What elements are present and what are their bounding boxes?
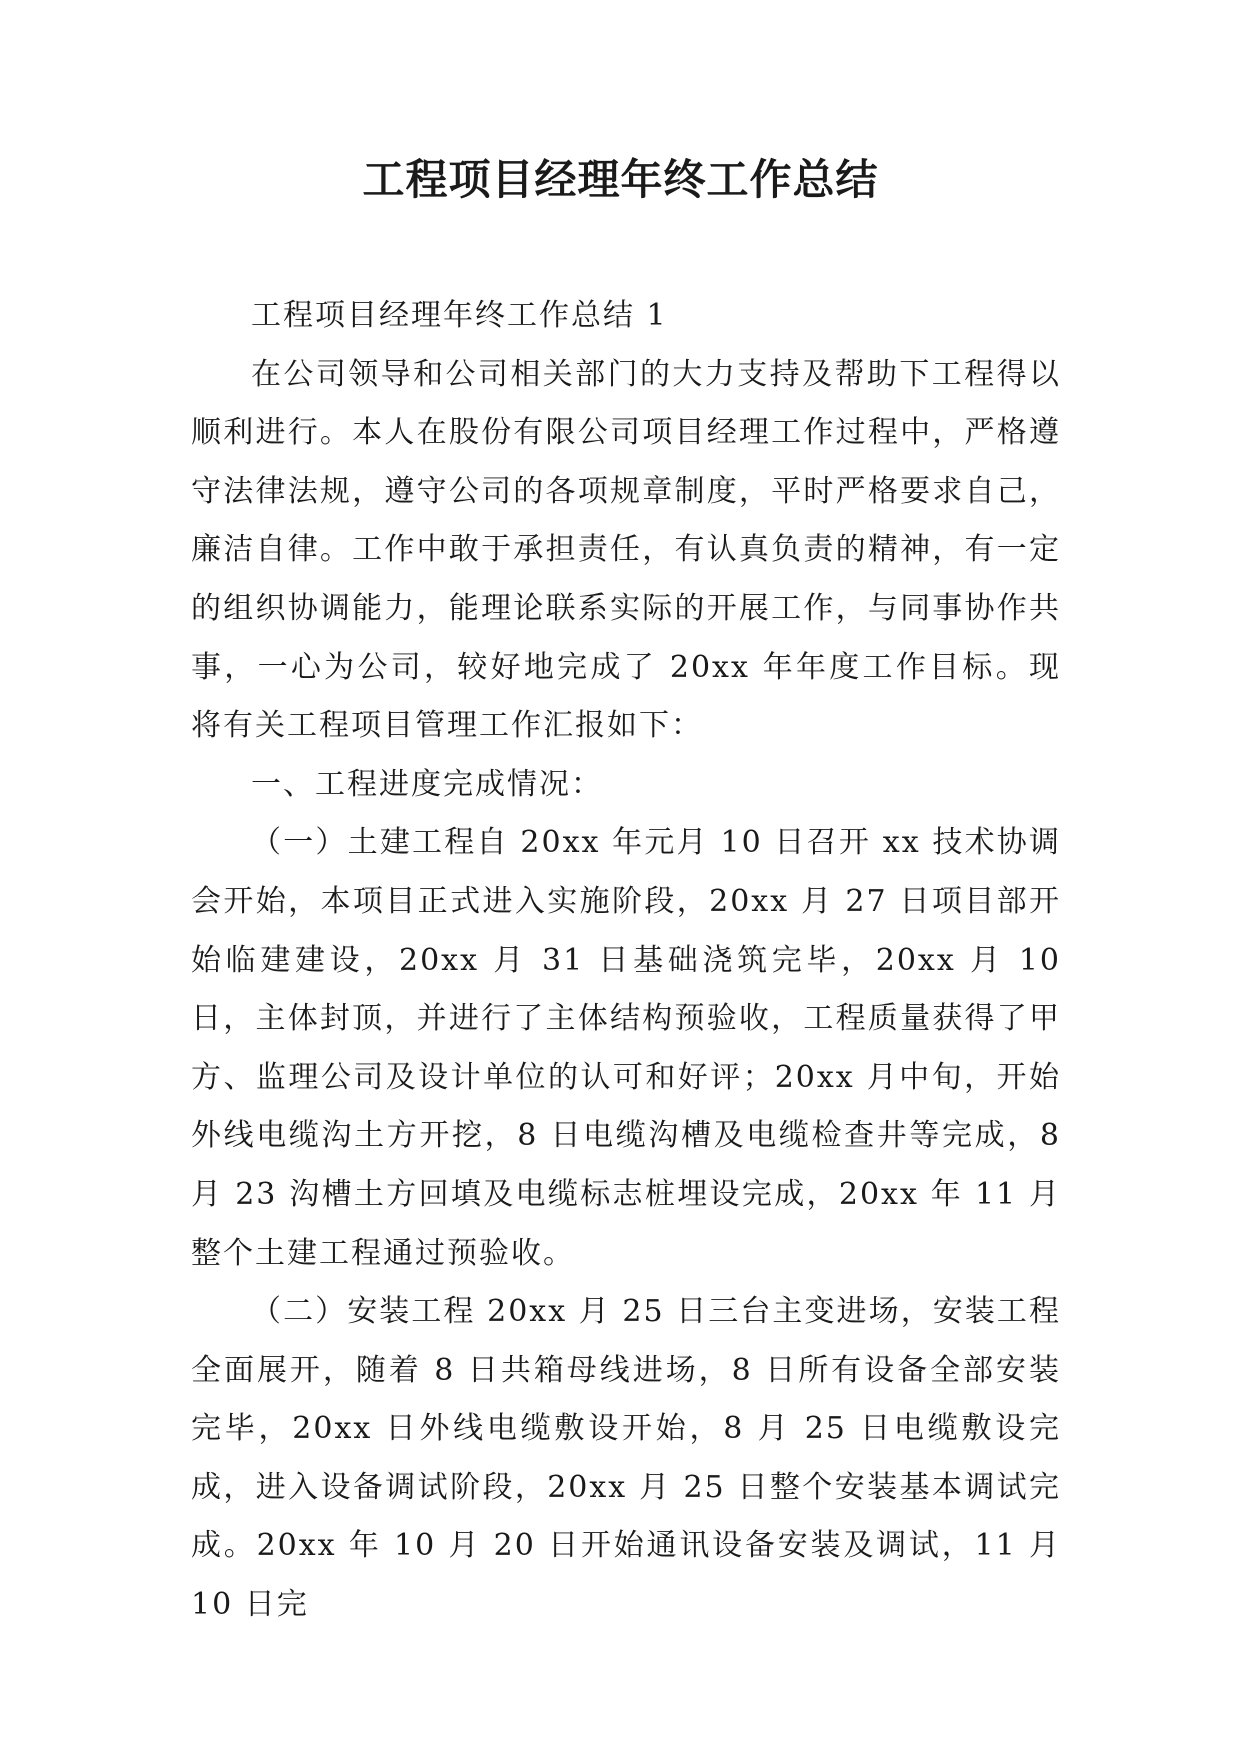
document-body [191, 287, 1061, 1635]
document-title: 工程项目经理年终工作总结 [362, 155, 879, 204]
intro-paragraph: 在公司领导和公司相关部门的大力支持及帮助下工程得以顺利进行。本人在股份有限公司项目经理工作过程中，严格遵守法律法规，遵守公司的各项规章制度，平时严格要求自己，廉洁自律。工作中敢于承担责任，有认真负责的精神，有一定的组织协调能力，能理论联系实际的开展工作，与同事协作共事，一心为公司，较好地完成了 20xx 年年度工作目标。现将有关工程项目管理工作汇报如下： [191, 356, 1061, 744]
section-heading: 工程项目经理年终工作总结 1 [251, 298, 668, 333]
civil-works-paragraph: （一）土建工程自 20xx 年元月 10 日召开 xx 技术协调会开始，本项目正式进入实施阶段，20xx 月 27 日项目部开始临建建设，20xx 月 31 日基础浇筑完毕，20xx 月 10 日，主体封顶，并进行了主体结构预验收，工程质量获得了甲方、监理公司及设计单位的认可和好评；20xx 月中旬，开始外线电缆沟土方开挖，8 日电缆沟槽及电缆检查井等完成，8 月 23 沟槽土方回填及电缆标志桩埋设完成，20xx 年 11 月整个土建工程通过预验收。 [191, 825, 1061, 1271]
installation-paragraph: （二）安装工程 20xx 月 25 日三台主变进场，安装工程全面展开，随着 8 日共箱母线进场，8 日所有设备全部安装完毕，20xx 日外线电缆敷设开始，8 月 25 日电缆敷设完成，进入设备调试阶段，20xx 月 25 日整个安装基本调试完成。20xx 年 10 月 20 日开始通讯设备安装及调试，11 月 10 日完 [191, 1294, 1061, 1623]
part-heading: 一、工程进度完成情况： [251, 766, 603, 802]
